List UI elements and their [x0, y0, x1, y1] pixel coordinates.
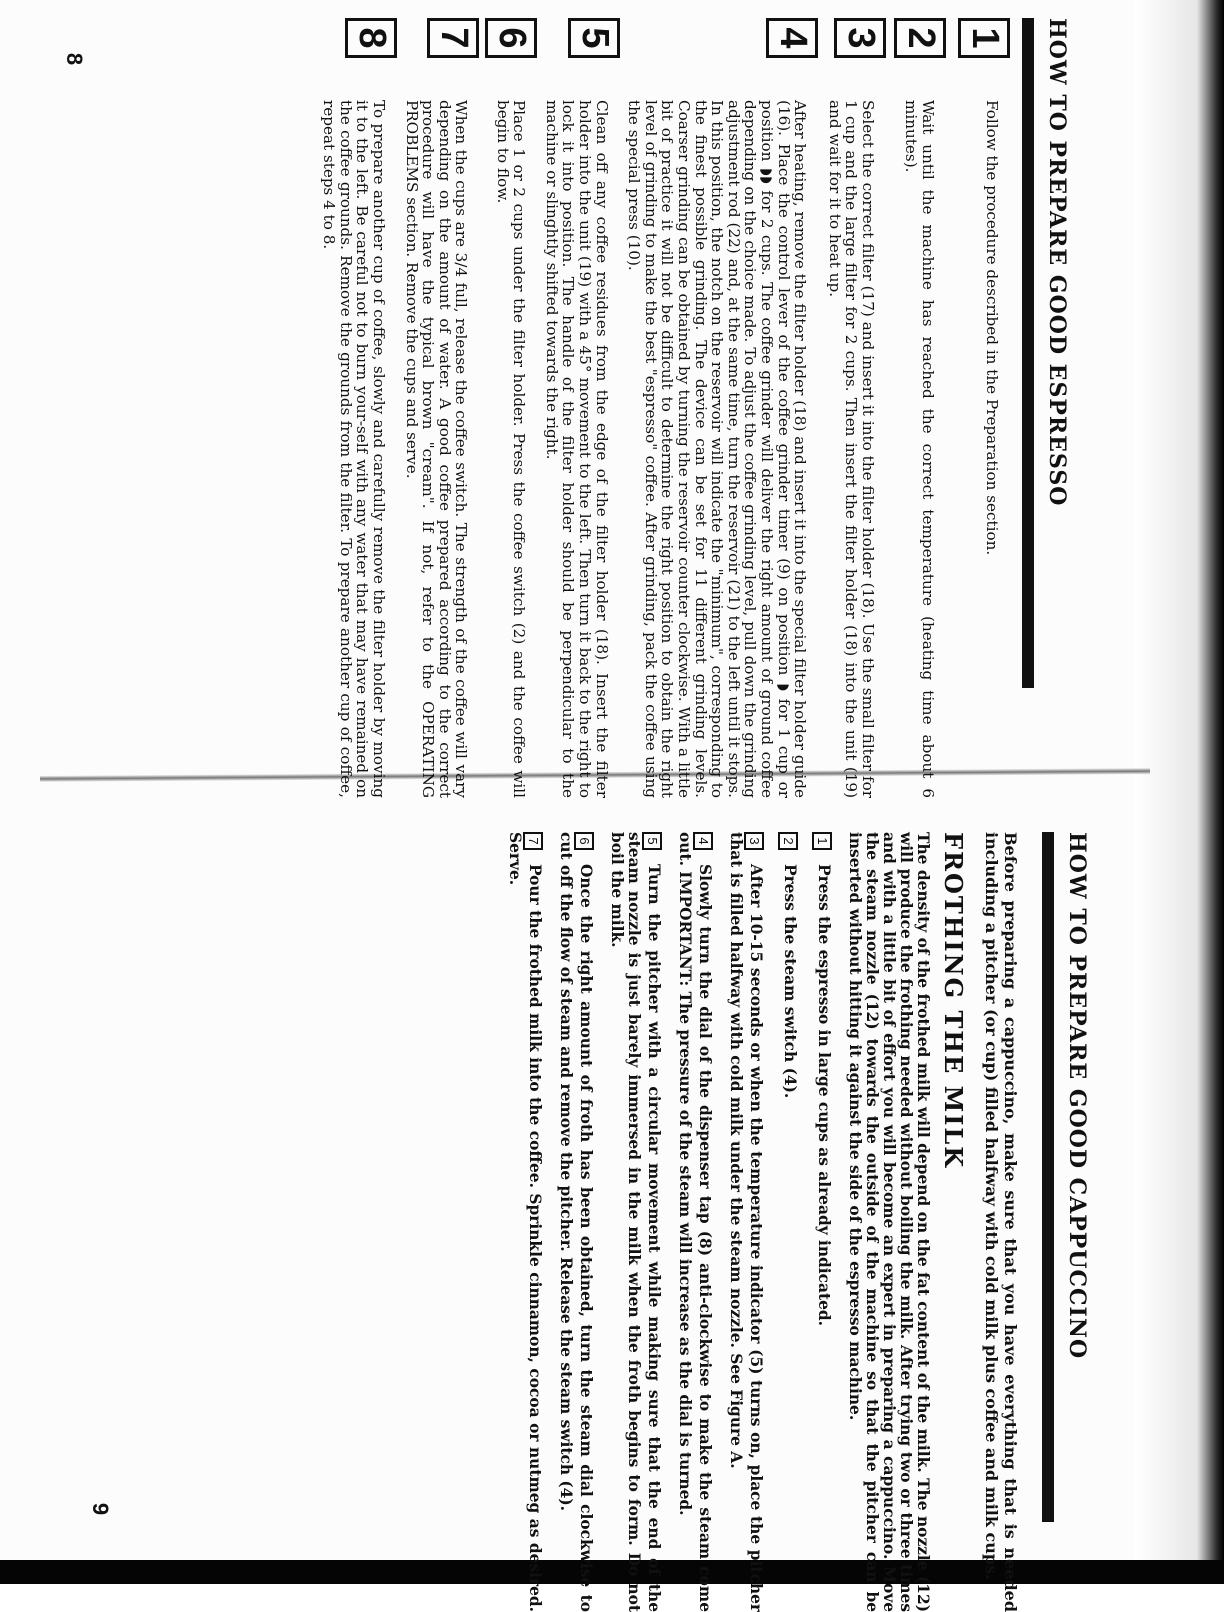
step-text: Clean off any coffee residues from the edge of the filter holder (18). Insert the filter holder into the unit (19) with a 45° movement to the left. Then turn it back to the right to lock it into position. The handle of the filter holder should be perpendicular to the machine or slinghtly shifted towards the right. [542, 100, 611, 798]
step-4 [625, 18, 815, 798]
step-number: 4 [766, 18, 818, 58]
step-8 [320, 18, 393, 798]
page-number: 9 [88, 1502, 114, 1516]
step-text: When the cups are 3/4 full, release the coffee switch. The strength of the coffee will vary depending on the amount of water. A good coffee prepared according to the correct procedure will have the typical brown "cream". If not, refer to the OPERATING PROBLEMS section. Remove the cups and serve. [402, 100, 471, 798]
froth-step-6 [557, 832, 594, 1612]
step-text: Slowly turn the dial of the dispenser tap (8) anti-clockwise to make the steam come out. IMPORTANT: The pressure of the steam will increase as the dial is turned. [676, 832, 714, 1612]
step-text: Follow the procedure described in the Preparation section. [983, 100, 1001, 556]
step-1 [958, 18, 1006, 798]
froth-step-1 [812, 832, 832, 1612]
step-5 [542, 18, 616, 798]
step-text: Wait until the machine has reached the correct temperature (heating time about 6 minutes). [902, 100, 937, 798]
step-number: 5 [642, 832, 662, 850]
step-text: After 10-15 seconds or when the temperature indicator (5) turns on, place the pitcher that is filled halfway with cold milk under the steam nozzle. See Figure A. [727, 832, 765, 1612]
step-text: Once the right amount of froth has been obtained, turn the steam dial clockwise to cut off the flow of steam and remove the pitcher. Release the steam switch (4). [557, 832, 595, 1612]
page-number: 8 [62, 52, 88, 66]
section-intro: The density of the frothed milk will depend on the fat content of the milk. The nozzle (12) will produce the frothing needed without boiling the milk. After trying two or three times and with a little bit of effort you will become an expert in preparing a cappuccino. Move the steam nozzle (12) towards the outside of the machine so that the pitcher can be inserted without hitting it against the side of the espresso machine. [846, 832, 932, 1612]
step-number: 1 [958, 18, 1010, 58]
scan-edge-shadow [1134, 0, 1224, 1584]
title-rule [1042, 832, 1054, 1522]
page-title: HOW TO PREPARE GOOD ESPRESSO [1044, 18, 1070, 507]
step-3 [825, 18, 882, 798]
step-number: 2 [778, 832, 798, 850]
froth-step-5 [608, 832, 662, 1612]
cappuccino-page [160, 832, 1090, 1612]
step-number: 1 [812, 832, 832, 850]
step-6 [485, 18, 534, 798]
step-text: Press the espresso in large cups as already indicated. [815, 864, 833, 1327]
step-number: 6 [485, 18, 537, 58]
page-title: HOW TO PREPARE GOOD CAPPUCCINO [1064, 832, 1090, 1360]
step-2 [894, 18, 942, 798]
step-text: To prepare another cup of coffee, slowly and carefully remove the filter holder by moving it to the left. Be careful not to burn your-self with any water that may have remained on the coffee grounds. Remove the grounds from the filter. To prepare another cup of coffee, repeat steps 4 to 8. [320, 100, 388, 798]
espresso-page [170, 18, 1070, 798]
step-7 [402, 18, 476, 798]
intro-text: Before preparing a cappuccino, make sure that you have everything that is needed including a pitcher (or cup) filled halfway with cold milk plus coffee and milk cups. [982, 832, 1020, 1612]
froth-step-7 [506, 832, 543, 1612]
froth-step-3 [727, 832, 764, 1612]
step-text: After heating, remove the filter holder (18) and insert it into the special filter holder guide (16). Place the control lever of the coffee grinder timer (9) on position ◗ for 1 cup or position ◗◗ for 2 cups. The coffee grinder will deliver the right amount of ground coffee depending on the choice made. To adjust the coffee grinding level, pull down the grinding adjustment rod (22) and, at the same time, turn the reservoir (21) to the left until it stops. In this position, the notch on the reservoir will indicate the "minimum", corresponding to the finest possible grinding. The device can be set for 11 different grinding levels. Coarser grinding can be obtained by turning the reservoir counter clockwise. With a little bit of practice it will not be difficult to determine the right position to obtain the right level of grinding to make the best "espresso" coffee. After grinding, pack the coffee using the special press (10). [625, 100, 810, 798]
step-number: 3 [834, 18, 886, 58]
step-text: Place 1 or 2 cups under the filter holder. Press the coffee switch (2) and the coffee will begin to flow. [493, 100, 529, 798]
step-text: Turn the pitcher with a circular movement while making sure that the end of the steam nozzle is just barely immersed in the milk when the froth begins to form. Do not boil the milk. [608, 832, 663, 1612]
step-number: 8 [345, 18, 397, 58]
section-heading: FROTHING THE MILK [939, 832, 968, 1170]
step-number: 4 [693, 832, 713, 850]
step-number: 7 [427, 18, 479, 58]
step-number: 2 [894, 18, 946, 58]
title-rule [1022, 18, 1034, 688]
froth-step-4 [676, 832, 713, 1612]
step-number: 6 [574, 832, 594, 850]
step-text: Select the correct filter (17) and insert it into the filter holder (18). Use the small filter for 1 cup and the large filter for 2 cups. Then insert the filter holder (18) into the unit (19) and wait for it to heat up. [825, 100, 877, 798]
step-text: Press the steam switch (4). [781, 864, 799, 1099]
froth-step-2 [778, 832, 798, 1612]
step-number: 5 [568, 18, 620, 58]
step-text: Pour the frothed milk into the coffee. Sprinkle cinnamon, cocoa or nutmeg as desired. Serve. [506, 832, 544, 1612]
step-number: 3 [744, 832, 764, 850]
step-number: 7 [523, 832, 543, 850]
